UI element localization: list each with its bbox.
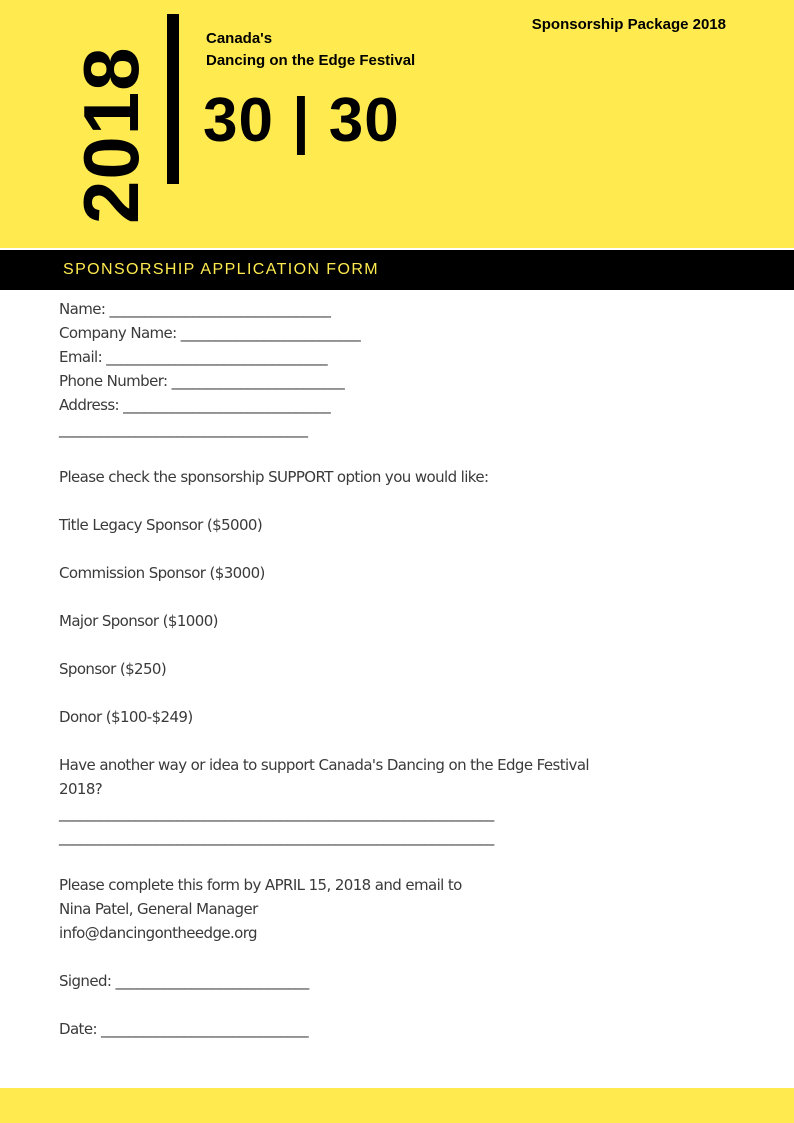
footer-band [0, 1088, 794, 1123]
address-field[interactable]: Address: ______________________________ [59, 396, 331, 414]
spacer [59, 489, 679, 513]
package-label: Sponsorship Package 2018 [531, 16, 726, 33]
support-prompt: Please check the sponsorship SUPPORT option you would like: [59, 468, 489, 486]
name-field[interactable]: Name: ________________________________ [59, 300, 331, 318]
contact-email: info@dancingontheedge.org [59, 924, 257, 942]
spacer [59, 993, 679, 1017]
option-major[interactable]: Major Sponsor ($1000) [59, 612, 218, 630]
spacer [59, 681, 679, 705]
option-commission[interactable]: Commission Sponsor ($3000) [59, 564, 265, 582]
option-title-legacy[interactable]: Title Legacy Sponsor ($5000) [59, 516, 263, 534]
header-banner [0, 0, 794, 248]
option-sponsor[interactable]: Sponsor ($250) [59, 660, 167, 678]
event-title [206, 28, 415, 72]
year-vertical: 2018 [67, 46, 155, 224]
spacer [59, 849, 679, 873]
application-form [59, 297, 679, 1041]
address-field-line2[interactable]: ____________________________________ [59, 420, 308, 438]
spacer [59, 585, 679, 609]
event-title-line2: Dancing on the Edge Festival [206, 52, 416, 69]
spacer [59, 537, 679, 561]
anniversary-title: 30 | 30 [203, 86, 400, 155]
idea-line-2[interactable]: _______________________________________________________________ [59, 828, 494, 846]
instructions-line1: Please complete this form by APRIL 15, 2018 and email to [59, 876, 462, 894]
spacer [59, 441, 679, 465]
signed-field[interactable]: Signed: ____________________________ [59, 972, 309, 990]
spacer [59, 729, 679, 753]
contact-name: Nina Patel, General Manager [59, 900, 258, 918]
date-field[interactable]: Date: ______________________________ [59, 1020, 309, 1038]
email-field[interactable]: Email: ________________________________ [59, 348, 328, 366]
event-title-line1: Canada's [206, 30, 273, 47]
phone-field[interactable]: Phone Number: _________________________ [59, 372, 345, 390]
spacer [59, 945, 679, 969]
form-title: SPONSORSHIP APPLICATION FORM [63, 261, 379, 278]
company-field[interactable]: Company Name: __________________________ [59, 324, 361, 342]
divider-bar [167, 14, 179, 184]
section-band [0, 250, 794, 290]
idea-question: Have another way or idea to support Canada's Dancing on the Edge Festival 2018? [59, 756, 589, 798]
spacer [59, 633, 679, 657]
idea-line-1[interactable]: _______________________________________________________________ [59, 804, 494, 822]
option-donor[interactable]: Donor ($100-$249) [59, 708, 193, 726]
